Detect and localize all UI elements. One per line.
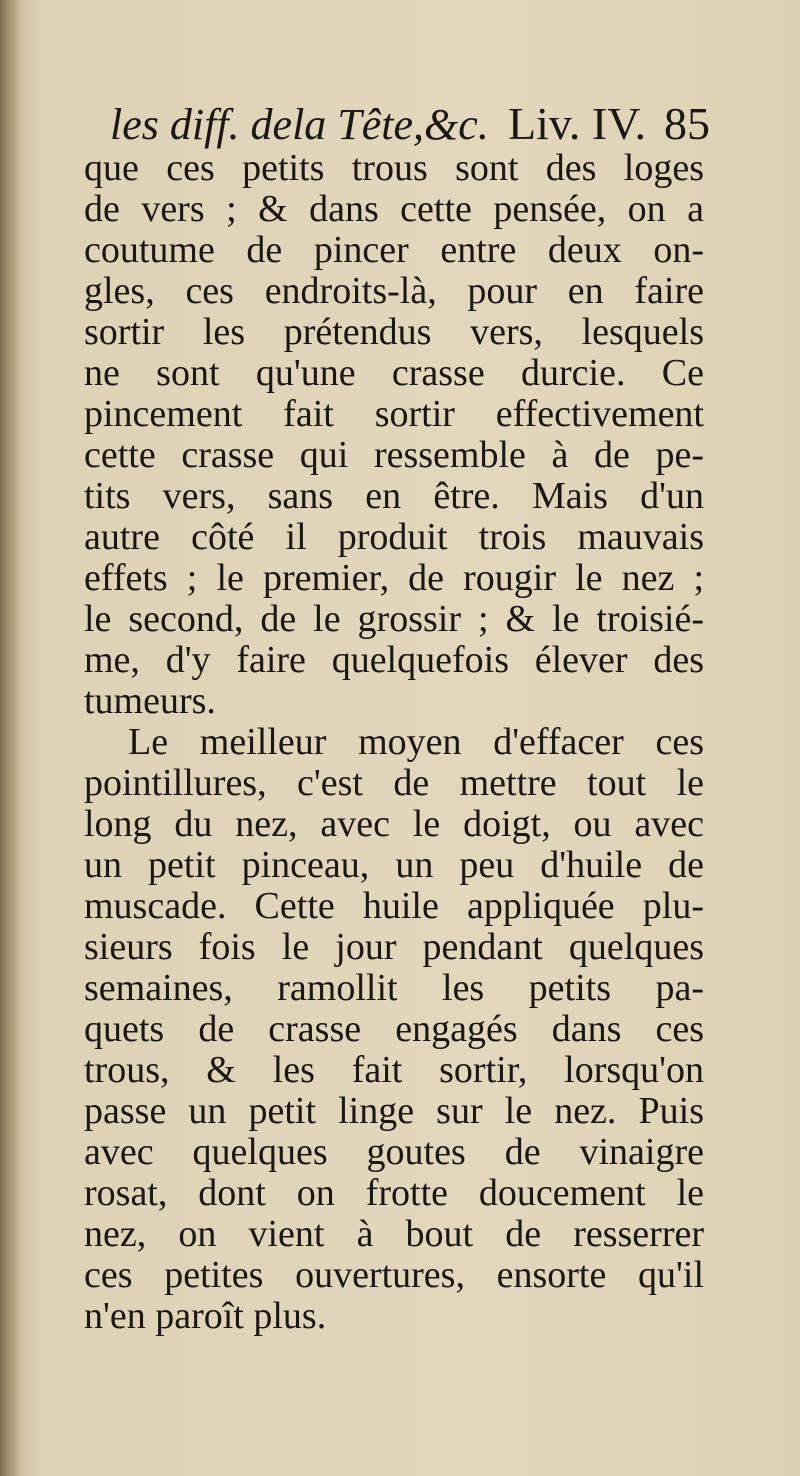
text-line: n'en paroît plus. [84,1295,327,1337]
text-line: semaines, ramollit les petits pa- [84,967,704,1009]
text-line: un petit pinceau, un peu d'huile de [84,844,704,886]
text-line: rosat, dont on frotte doucement le [84,1172,704,1214]
text-line: passe un petit linge sur le nez. Puis [84,1090,704,1132]
text-line: pointillures, c'est de mettre tout le [84,762,704,804]
text-line: nez, on vient à bout de resserrer [84,1213,704,1255]
running-title: les diff. dela Tête,&c. [110,100,489,149]
text-line: le second, de le grossir ; & le troisié- [84,598,704,640]
text-line: avec quelques goutes de vinaigre [84,1131,704,1173]
text-line: pincement fait sortir effectivement [84,393,704,435]
binding-gutter [0,0,22,1476]
book-reference: Liv. IV. [508,98,646,149]
text-line: long du nez, avec le doigt, ou avec [84,803,704,845]
text-line: me, d'y faire quelquefois élever des [84,639,704,681]
text-line: muscade. Cette huile appliquée plu- [84,885,704,927]
text-line: cette crasse qui ressemble à de pe- [84,434,704,476]
text-line: coutume de pincer entre deux on- [84,229,704,271]
text-line: de vers ; & dans cette pensée, on a [84,188,704,230]
body-text [84,148,704,1337]
text-line: ne sont qu'une crasse durcie. Ce [84,352,704,394]
text-line: trous, & les fait sortir, lorsqu'on [84,1049,704,1091]
text-line: effets ; le premier, de rougir le nez ; [84,557,704,599]
page-number: 85 [664,98,710,149]
text-line: sortir les prétendus vers, lesquels [84,311,704,353]
text-line: ces petites ouvertures, ensorte qu'il [84,1254,704,1296]
text-line: autre côté il produit trois mauvais [84,516,704,558]
paragraph [84,722,704,1337]
paragraph [84,148,704,722]
text-line: tumeurs. [84,680,216,722]
text-line: tits vers, sans en être. Mais d'un [84,475,704,517]
text-line: sieurs fois le jour pendant quelques [84,926,704,968]
text-line: quets de crasse engagés dans ces [84,1008,704,1050]
text-line: que ces petits trous sont des loges [84,147,704,189]
text-line: Le meilleur moyen d'effacer ces [128,721,704,763]
text-line: gles, ces endroits-là, pour en faire [84,270,704,312]
